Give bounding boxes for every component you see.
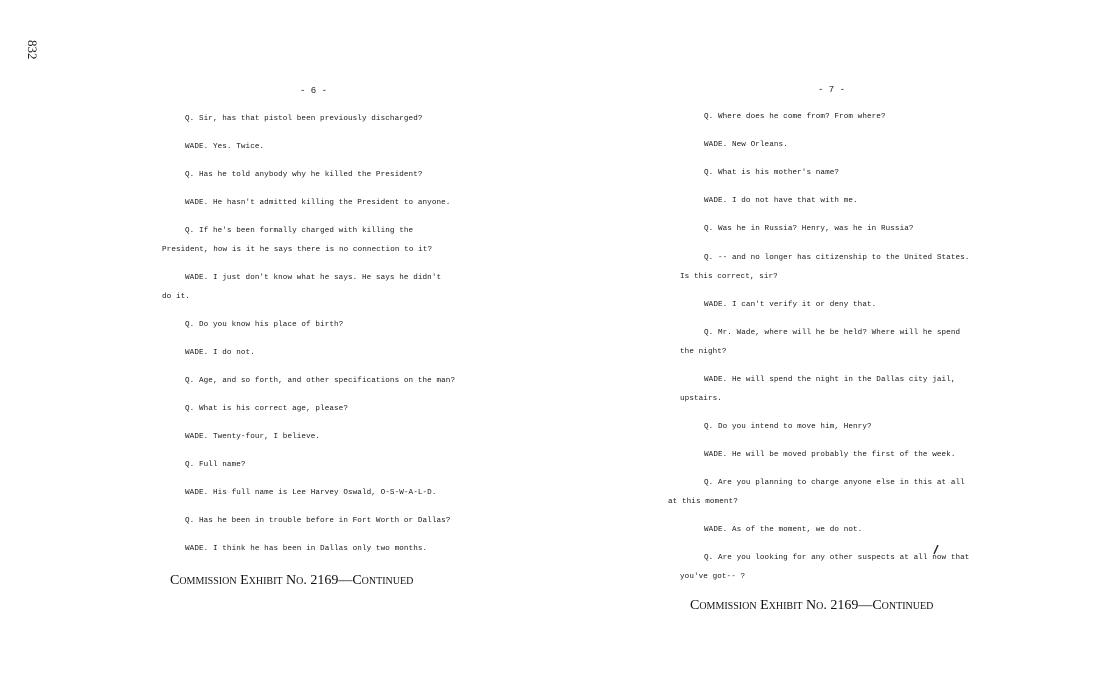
transcript-line: Q. What is his mother's name? — [704, 169, 840, 177]
transcript-line: WADE. I just don't know what he says. He says he didn't — [185, 274, 442, 282]
page-number: - 7 - — [818, 85, 846, 95]
transcript-line: Q. Do you intend to move him, Henry? — [704, 423, 872, 431]
transcript-line: Q. If he's been formally charged with killing the — [185, 227, 414, 235]
transcript-line: the night? — [680, 348, 727, 356]
transcript-line: WADE. I think he has been in Dallas only two months. — [185, 545, 428, 553]
transcript-line: Q. Are you planning to charge anyone else in this at all — [704, 479, 965, 487]
transcript-line: Q. What is his correct age, please? — [185, 405, 348, 413]
transcript-line: do it. — [162, 293, 190, 301]
pen-mark-icon — [933, 545, 939, 555]
transcript-line: WADE. As of the moment, we do not. — [704, 526, 863, 534]
transcript-line: Q. Full name? — [185, 461, 246, 469]
transcript-line: upstairs. — [680, 395, 722, 403]
transcript-line: WADE. Yes. Twice. — [185, 143, 265, 151]
transcript-line: Q. Sir, has that pistol been previously discharged? — [185, 115, 423, 123]
transcript-line: Q. Where does he come from? From where? — [704, 113, 886, 121]
transcript-line: Q. Has he told anybody why he killed the President? — [185, 171, 423, 179]
transcript-line: Q. Age, and so forth, and other specifications on the man? — [185, 377, 456, 385]
transcript-line: Q. Mr. Wade, where will he be held? Where will he spend — [704, 329, 961, 337]
transcript-line: Q. Was he in Russia? Henry, was he in Russia? — [704, 225, 914, 233]
transcript-line: Q. Do you know his place of birth? — [185, 321, 344, 329]
transcript-line: Q. -- and no longer has citizenship to the United States. — [704, 254, 970, 262]
transcript-line: WADE. He hasn't admitted killing the President to anyone. — [185, 199, 451, 207]
transcript-line: Is this correct, sir? — [680, 273, 778, 281]
transcript-line: you've got-- ? — [680, 573, 746, 581]
transcript-line: WADE. I do not have that with me. — [704, 197, 858, 205]
transcript-line: WADE. I can't verify it or deny that. — [704, 301, 877, 309]
transcript-line: at this moment? — [668, 498, 738, 506]
transcript-line: WADE. His full name is Lee Harvey Oswald, O-S-W-A-L-D. — [185, 489, 437, 497]
page-number: - 6 - — [300, 86, 328, 96]
transcript-line: WADE. I do not. — [185, 349, 255, 357]
exhibit-caption: Commission Exhibit No. 2169—Continued — [170, 573, 414, 588]
transcript-line: WADE. Twenty-four, I believe. — [185, 433, 321, 441]
transcript-line: Q. Are you looking for any other suspects at all now that — [704, 554, 970, 562]
transcript-line: President, how is it he says there is no connection to it? — [162, 246, 433, 254]
transcript-line: WADE. He will be moved probably the first of the week. — [704, 451, 956, 459]
side-page-number: 832 — [25, 40, 40, 60]
transcript-line: Q. Has he been in trouble before in Fort Worth or Dallas? — [185, 517, 451, 525]
transcript-line: WADE. He will spend the night in the Dallas city jail, — [704, 376, 956, 384]
transcript-line: WADE. New Orleans. — [704, 141, 788, 149]
exhibit-caption: Commission Exhibit No. 2169—Continued — [690, 598, 934, 613]
